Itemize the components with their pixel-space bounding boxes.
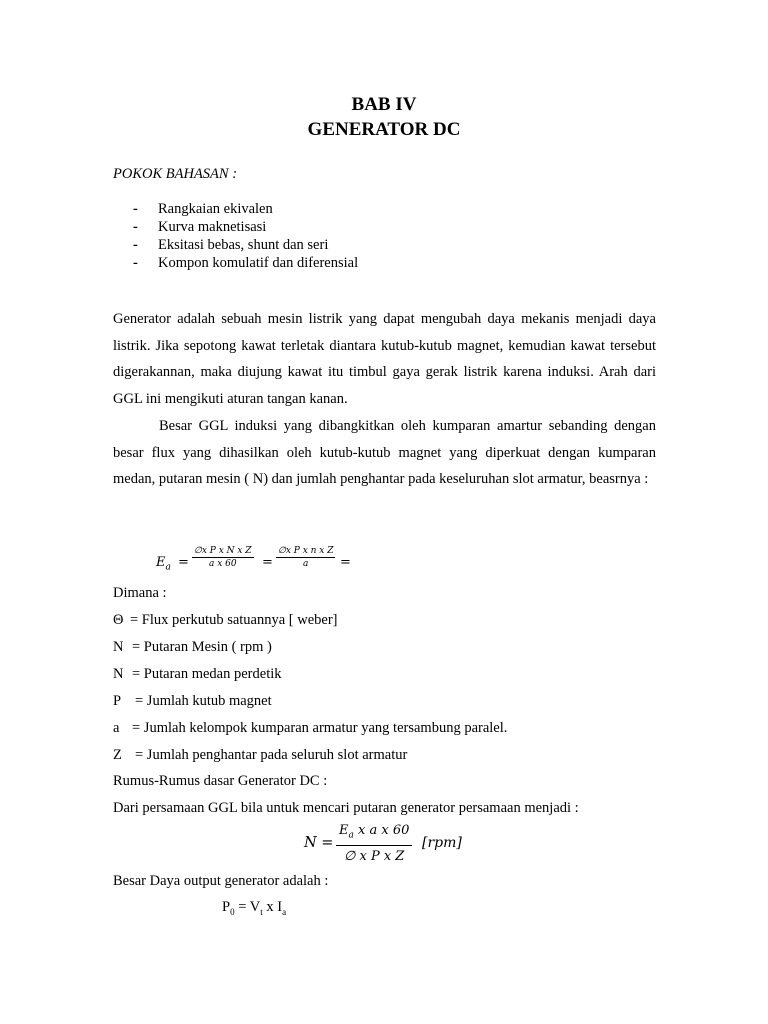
- definition-text: = Putaran Mesin ( rpm ): [132, 639, 272, 655]
- bullet-dash: -: [133, 237, 138, 253]
- ggl-formula: [156, 546, 416, 580]
- formula-trailing-equals: =: [340, 555, 351, 570]
- fraction-1-numerator: ∅x P x N x Z: [194, 546, 252, 556]
- definition-text: = Jumlah kelompok kumparan armatur yang tersambung paralel.: [132, 720, 508, 736]
- topic-label: POKOK BAHASAN :: [113, 166, 238, 182]
- definition-symbol: a: [113, 720, 120, 736]
- paragraph-ggl-induction: Besar GGL induksi yang dibangkitkan oleh kumparan amartur sebanding dengan besar flux yang dihasilkan oleh kutub-kutub magnet yang diperkuat dengan kumparan medan, putaran mesin ( N) dan jumlah penghantar pada keseluruhan slot armatur, beasrnya :: [113, 417, 656, 488]
- paragraph-generator-definition: Generator adalah sebuah mesin listrik yang dapat mengubah daya mekanis menjadi daya listrik. Jika sepotong kawat terletak diantara kutub-kutub magnet, kemudian kawat tersebut digerakannan, maka diujung kawat itu timbul gaya gerak listrik karena induksi. Arah dari GGL ini mengikuti aturan tangan kanan.: [113, 311, 656, 408]
- power-intro: Besar Daya output generator adalah :: [113, 873, 329, 889]
- formula-equals: =: [262, 555, 273, 570]
- chapter-number: BAB IV: [351, 94, 417, 115]
- chapter-title: GENERATOR DC: [307, 119, 461, 140]
- rpm-formula-fraction: [336, 822, 412, 866]
- rpm-denominator: ∅ x P x Z: [336, 845, 412, 866]
- power-formula: $P_0 = V_t$ x $I_a$: [222, 899, 287, 917]
- bullet-dash: -: [133, 255, 138, 271]
- fraction-2-denominator: a: [276, 557, 335, 570]
- topic-item-text: Rangkaian ekivalen: [158, 201, 273, 217]
- rpm-formula-lhs: N =: [304, 835, 334, 851]
- formula-lhs: $E_a$: [156, 555, 171, 573]
- formula-fraction-1: [192, 546, 254, 570]
- rpm-intro: Dari persamaan GGL bila untuk mencari putaran generator persamaan menjadi :: [113, 800, 579, 816]
- definition-symbol: Z: [113, 747, 122, 763]
- definition-symbol: N: [113, 639, 124, 655]
- definition-symbol: Θ: [113, 612, 124, 628]
- rpm-formula: [304, 822, 504, 864]
- fraction-1-denominator: a x 60: [192, 557, 254, 570]
- rumus-label: Rumus-Rumus dasar Generator DC :: [113, 773, 328, 789]
- fraction-2-numerator: ∅x P x n x Z: [278, 546, 334, 556]
- topic-item-text: Kurva maknetisasi: [158, 219, 267, 235]
- dimana-label: Dimana :: [113, 585, 167, 601]
- formula-fraction-2: [276, 546, 335, 570]
- formula-equals: =: [178, 555, 189, 570]
- definition-text: = Jumlah kutub magnet: [135, 693, 272, 709]
- topic-item-text: Eksitasi bebas, shunt dan seri: [158, 237, 329, 253]
- definition-text: = Putaran medan perdetik: [132, 666, 282, 682]
- bullet-dash: -: [133, 219, 138, 235]
- rpm-numerator: $E_a$ x a x 60: [339, 823, 410, 841]
- definition-symbol: P: [113, 693, 122, 709]
- rpm-unit: [rpm]: [422, 835, 462, 851]
- body-text: [113, 306, 656, 493]
- definition-text: = Flux perkutub satuannya [ weber]: [130, 612, 338, 628]
- definition-text: = Jumlah penghantar pada seluruh slot armatur: [135, 747, 408, 763]
- bullet-dash: -: [133, 201, 138, 217]
- topic-item-text: Kompon komulatif dan diferensial: [158, 255, 359, 271]
- definition-symbol: N: [113, 666, 124, 682]
